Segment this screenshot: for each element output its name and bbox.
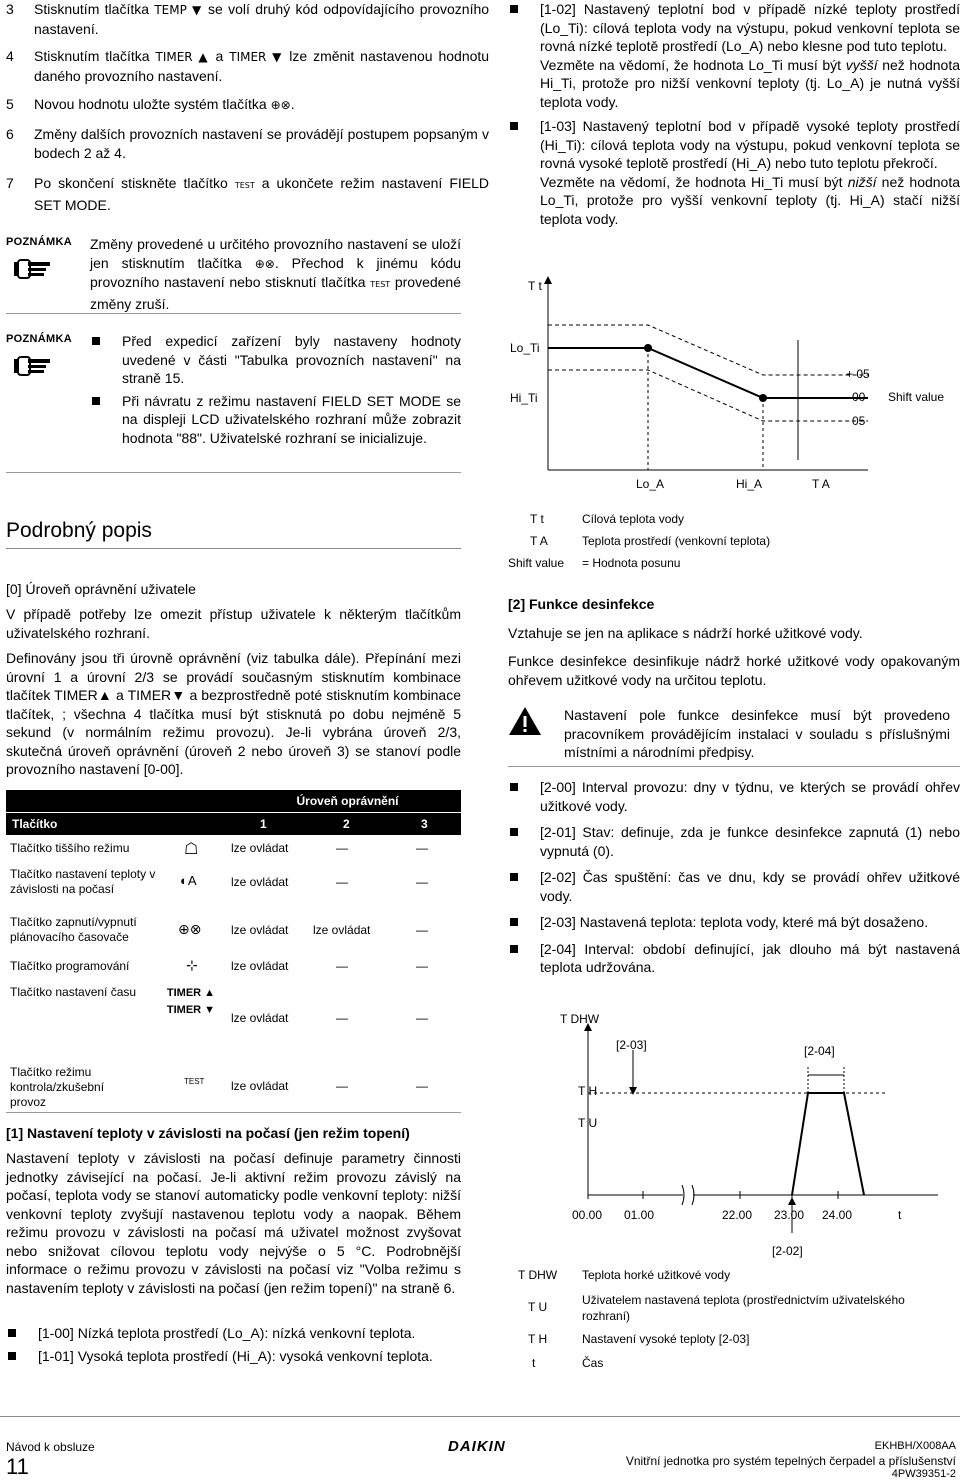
list-item: [2-01] Stav: definuje, zda je funkce desinfekce zapnutá (1) nebo vypnutá (0). [508,823,960,860]
group-header: Úroveň oprávnění [234,790,461,812]
s0-p1: V případě potřeby lze omezit přístup uživatele k některým tlačítkům uživatelského rozhraní. [6,606,461,641]
weather-curve [548,348,868,398]
permission-table [6,790,461,1113]
col-header-level: 2 [343,817,350,831]
plus-label: + 05 [846,367,870,381]
bullet [8,1352,16,1360]
bullet [510,5,518,13]
step-6: 6 Změny dalších provozních nastavení se provádějí postupem popsaným v bodech 2 až 4. [6,126,489,161]
legend-row: Shift value = Hodnota posunu [508,556,681,570]
note-1-text: Změny provedené u určitého provozního nastavení se uloží jen stisknutím tlačítka ⊕⊗. Přechod k jinému kódu provozního nastavení nebo stisknutí tlačítka TEST provedené změny zruší. [90,236,462,312]
pointing-hand-icon [14,351,54,379]
tick-label: 01.00 [624,1208,655,1222]
bullet [92,337,100,345]
s2-p1: Vztahuje se jen na aplikace s nádrží horké užitkové vody. [508,625,863,641]
page-footer [0,1430,960,1481]
right-list [508,0,960,228]
table-row: Tlačítko nastavení teploty v závislosti na počasí ◐A lze ovládat — — [10,867,428,896]
bullet [8,1329,16,1337]
tick-label: t [898,1208,902,1222]
timer-down-button-icon: TIMER ▼ [229,50,284,64]
footer-divider [0,1416,960,1417]
list-item: [1-03] Nastavený teplotní bod v případě vysoké teploty prostředí (Hi_Ti): cílová teplota vody na výstupu, pokud venkovní teplota se rovná vysoké teplotě prostředí (Hi_A) nebo tuto teplotu překročí. Vezměte na vědomí, že hodnota Hi_Ti musí být nižší než hodnota Lo_Ti, protože pro vyšší venkovní teploty (tj. Hi_A) stačí nižší teplota vody. [508,117,960,228]
list-item: [1-01] Vysoká teplota prostředí (Hi_A): vysoká venkovní teplota. [6,1347,461,1366]
list-item: [1-02] Nastavený teplotní bod v případě nízké teploty prostředí (Lo_Ti): cílová teplota vody na výstupu, pokud venkovní teplota se rovná nízké teplotě prostředí (Lo_A) nebo klesne pod tuto teplotu. Vezměte na vědomí, že hodnota Lo_Ti musí být vyšší než hodnota Hi_Ti, protože pro nižší venkovní teploty (tj. Lo_A) je nutná vyšší teplota vody. [508,0,960,111]
legend-1 [508,512,960,578]
legend-row: T A Teplota prostředí (venkovní teplota) [530,534,771,548]
x-axis-label: T A [812,477,830,491]
curve-shift-up [548,325,868,375]
legend-row: T U Uživatelem nastavená teplota (prostřednictvím uživatelského rozhraní) [528,1293,905,1323]
step-4: 4 Stisknutím tlačítka TIMER ▲ a TIMER ▼ lze změnit nastavenou hodnotu daného provozního nastavení. [6,48,490,84]
footer-model: EKHBH/X008AA [874,1440,956,1452]
step-3: 3 Stisknutím tlačítka TEMP ▼ se volí druhý kód odpovídajícího provozního nastavení. [6,1,490,37]
divider [508,766,960,767]
timer-up-button-icon: TIMER ▲ [155,50,210,64]
s1-list [6,1324,461,1365]
footer-description: Vnitřní jednotka pro systém tepelných čerpadel a příslušenství [625,1454,956,1468]
legend-row: T DHW Teplota horké užitkové vody [518,1268,731,1282]
note-label: POZNÁMKA [6,333,72,345]
s2-list [508,778,960,977]
schedule-timer-icon: ⊕⊗ [178,921,202,937]
y-axis-label: T t [528,279,542,293]
zero-label: 00 [852,390,866,404]
legend-row: t Čas [532,1356,604,1370]
test-button-icon: TEST [184,1077,205,1086]
programming-icon: ⊹ [186,957,198,973]
list-item: [2-03] Nastavená teplota: teplota vody, které má být dosaženo. [508,913,960,932]
legend-row: T t Cílová teplota vody [530,512,685,526]
tick-label: 24.00 [822,1208,853,1222]
footer-doc-title: Návod k obsluze [6,1440,95,1454]
step-7: 7 Po skončení stiskněte tlačítko TEST a ukončete režim nastavení FIELD SET MODE. [6,175,489,213]
curve-shift-down [548,370,868,421]
bullet [510,945,518,953]
header-fill [6,790,234,812]
page-number: 11 [6,1454,29,1479]
timer-buttons-icon: TIMER ▲ TIMER ▼ [166,987,216,1016]
weather-curve-graph [508,270,960,500]
table-row: Tlačítko nastavení času TIMER ▲ TIMER ▼ lze ovládat — — [10,985,428,1025]
temperature-profile [792,1093,864,1195]
bullet [510,122,518,130]
col-header-level: 3 [421,817,428,831]
pointing-hand-icon [14,254,54,282]
divider [6,548,461,549]
s1-p: Nastavení teploty v závislosti na počasí definuje parametry činnosti jednotky závisející na počasí. Je-li aktivní režim provozu závislý na počasí, teplota vody se stanoví automaticky podle venkovní teploty: nižší venkovní teploty zvyšují nastavenou teplotu vody a naopak. Během režimu provozu v závislosti na počasí má uživatel možnost zvyšovat nebo snižovat cílovou teplotu vody nejvýše o 5 °C. Podrobnější informace o režimu provozu v závislosti na počasí viz "Volba režimu s nastavením teploty v závislosti na počasí (jen režim topení)" na straně 6. [6,1150,461,1296]
s2-title: [2] Funkce desinfekce [508,596,655,612]
bullet [92,397,100,405]
table-header-row [6,813,461,835]
table-group-header-row [6,790,461,813]
tick-label: 00.00 [572,1208,603,1222]
hi-ti-label: Hi_Ti [510,391,538,405]
col-header-button: Tlačítko [12,817,58,831]
list-item: [2-00] Interval provozu: dny v týdnu, ve kterých se provádí ohřev užitkové vody. [508,778,960,815]
divider [6,313,461,314]
list-item: Při návratu z režimu nastavení FIELD SET MODE se na displeji LCD uživatelského rozhraní může zobrazit hodnota "88". Uživatelské rozhraní se inicializuje. [90,392,461,448]
test-button-icon: TEST [370,280,391,289]
table-row: Tlačítko režimu kontrola/zkušební provoz TEST lze ovládat — — [10,1065,428,1109]
label-203: [2-03] [616,1038,647,1052]
bullet [510,783,518,791]
axis-break [682,1185,694,1205]
s1-title: [1] Nastavení teploty v závislosti na počasí (jen režim topení) [6,1125,410,1141]
label-202: [2-02] [772,1244,803,1258]
note-label: POZNÁMKA [6,236,72,248]
lo-ti-label: Lo_Ti [510,341,540,355]
tu-label: T U [578,1116,598,1130]
list-item: [2-04] Interval: období definující, jak dlouho má být nastavená teplota udržována. [508,940,960,977]
legend-row: T H Nastavení vysoké teploty [2-03] [528,1332,750,1346]
weather-dependent-icon: ◐A [180,873,197,888]
list-item: [1-00] Nízká teplota prostředí (Lo_A): nízká venkovní teplota. [6,1324,461,1343]
hi-a-label: Hi_A [736,477,763,491]
lo-a-label: Lo_A [636,477,665,491]
bullet [510,918,518,926]
s0-title: [0] Úroveň oprávnění uživatele [6,581,196,597]
s0-p2: Definovány jsou tři úrovně oprávnění (viz tabulka dále). Přepínání mezi úrovní 1 a úrovní 2/3 se provádí současným stisknutím kombinace tlačítek TIMER▲ a TIMER▼ a bezprostředně poté stisknutím kombinace tlačítek, ; všechna 4 tlačítka musí být stisknutá po dobu nejméně 5 sekund (v normálním režimu provozu). Je-li vybrána úroveň 2/3, skutečná úroveň oprávnění (úroveň 2 nebo úroveň 3) se stanoví podle provozního nastavení [0-00]. [6,650,461,777]
divider [6,472,461,473]
th-label: T H [578,1084,598,1098]
list-item: [2-02] Čas spuštění: čas ve dnu, kdy se provádí ohřev užitkové vody. [508,868,960,905]
y-axis-label: T DHW [560,1012,600,1026]
section-title: Podrobný popis [6,519,152,542]
s2-warning: Nastavení pole funkce desinfekce musí být provedeno pracovníkem provádějícím instalaci v souladu s příslušnými místními a národními předpisy. [564,707,950,760]
test-button-icon: TEST [234,181,255,190]
note-2-label-block [6,333,72,384]
disinfection-graph [508,1005,960,1265]
warning-icon [508,706,542,736]
silent-mode-icon: ☖ [184,841,199,858]
table-row: Tlačítko zapnutí/vypnutí plánovacího časovače ⊕⊗ lze ovládat lze ovládat — [10,915,428,944]
col-header-level: 1 [260,817,267,831]
footer-code: 4PW39351-2 [891,1468,956,1480]
bullet [510,828,518,836]
tick-label: 22.00 [722,1208,753,1222]
step-5: 5 Novou hodnotu uložte systém tlačítka ⊕⊗. [6,96,295,112]
label-204: [2-04] [804,1044,835,1058]
schedule-timer-button-icon: ⊕⊗ [270,98,291,112]
shift-label: Shift value [888,390,945,404]
note-2-list [90,332,461,447]
divider [6,1112,461,1113]
tick-label: 23.00 [774,1208,805,1222]
bullet [510,873,518,881]
list-item: Před expedicí zařízení byly nastaveny hodnoty uvedené v části "Tabulka provozních nastavení" na straně 15. [90,332,461,388]
table-row: Tlačítko tiššího režimu ☖ lze ovládat — — [10,841,428,858]
schedule-timer-button-icon: ⊕⊗ [254,256,275,271]
brand-logo: DAIKIN [448,1438,506,1455]
legend-2 [508,1268,960,1380]
s2-p2: Funkce desinfekce desinfikuje nádrž horké užitkové vody opakovaným ohřevem užitkové vody na určitou teplotu. [508,653,960,688]
table-row: Tlačítko programování ⊹ lze ovládat — — [10,957,428,973]
note-1-label-block [6,236,72,287]
temp-down-button-icon: TEMP ▼ [154,3,203,17]
minus-label: 05 [852,414,866,428]
